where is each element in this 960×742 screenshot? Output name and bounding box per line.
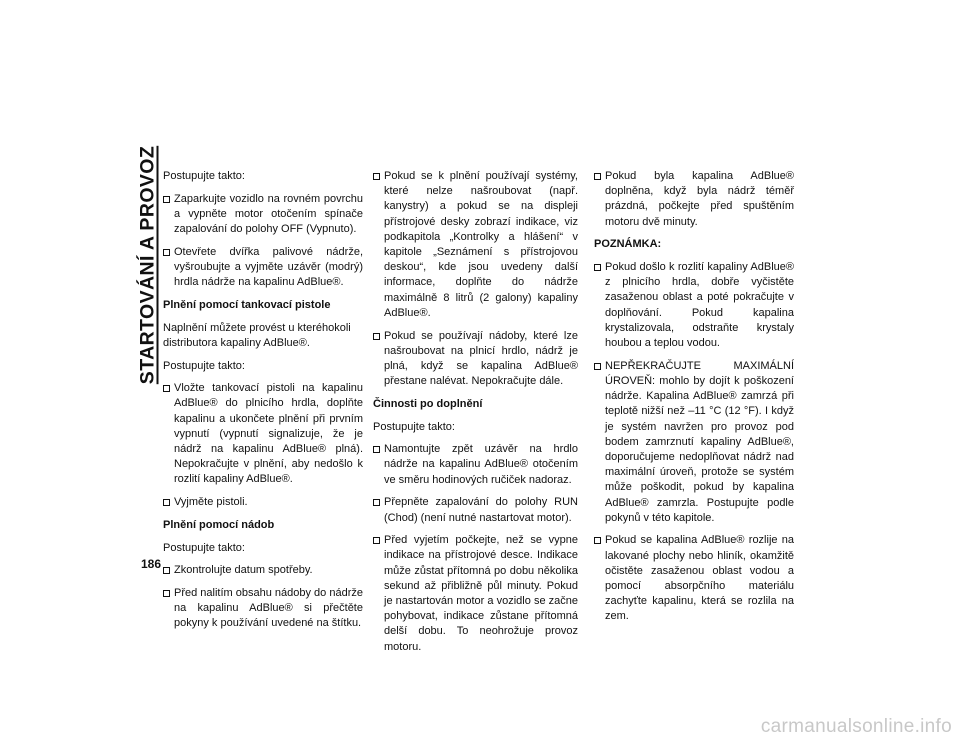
- bullet-item: [163, 245, 363, 291]
- bullet-text: Otevřete dvířka palivové nádrže, vyšroubujte a vyjměte uzávěr (modrý) hrdla nádrže na kapalinu AdBlue®.: [174, 245, 363, 289]
- chapter-side-title-text: STARTOVÁNÍ A PROVOZ: [136, 145, 159, 385]
- paragraph: Postupujte takto:: [163, 170, 245, 182]
- checkbox-bullet-icon: [163, 385, 170, 392]
- bullet-text: NEPŘEKRAČUJTE MAXIMÁLNÍ ÚROVEŇ: mohlo by dojít k poškození nádrže. Kapalina AdBlue® zamrzá při teplotě nižší než –11 °C (12 °F). I když je systém navržen pro provoz pod bodem zamrznutí kapaliny AdBlue®, doporučujeme nedoplňovat nádrž nad maximální úroveň, protože se systém může poškodit, pokud by kapalina AdBlue® zamrzla. Postupujte podle pokynů v této kapitole.: [605, 359, 794, 524]
- bullet-item: [594, 533, 794, 624]
- bullet-text: Před nalitím obsahu nádoby do nádrže na kapalinu AdBlue® si přečtěte pokyny k používání uvedené na štítku.: [174, 586, 363, 630]
- paragraph: Postupujte takto:: [373, 420, 455, 433]
- checkbox-bullet-icon: [373, 173, 380, 180]
- bullet-text: Přepněte zapalování do polohy RUN (Chod) (není nutné nastartovat motor).: [384, 496, 578, 524]
- section-heading: Plnění pomocí nádob: [163, 518, 275, 531]
- checkbox-bullet-icon: [373, 537, 380, 544]
- bullet-item: [163, 381, 363, 487]
- bullet-item: [594, 359, 794, 526]
- checkbox-bullet-icon: [594, 173, 601, 180]
- checkbox-bullet-icon: [594, 264, 601, 271]
- checkbox-bullet-icon: [163, 249, 170, 256]
- section-heading: POZNÁMKA:: [594, 238, 662, 251]
- bullet-text: Vyjměte pistoli.: [174, 496, 248, 509]
- page-number: 186: [141, 557, 162, 571]
- checkbox-bullet-icon: [373, 446, 380, 453]
- bullet-text: Před vyjetím počkejte, než se vypne indikace na přístrojové desce. Indikace může zůstat přítomná po dobu několika sekund až přibližně půl minuty. Pokud je nastartován motor a vozidlo se začne pohybovat, indikace zůstane přítomná delší dobu. To neohrožuje provoz motoru.: [384, 534, 578, 653]
- bullet-item: [163, 192, 363, 238]
- bullet-text: Pokud byla kapalina AdBlue® doplněna, když byla nádrž téměř prázdná, počkejte před spuštěním motoru dvě minuty.: [605, 170, 794, 228]
- bullet-item: [373, 495, 578, 525]
- bullet-text: Pokud došlo k rozlití kapaliny AdBlue® z plnicího hrdla, dobře vyčistěte zasaženou oblast a poté pokračujte v doplňování. Pokud kapalina krystalizovala, odstraňte krystaly houbou a teplou vodou.: [605, 261, 794, 350]
- bullet-text: Namontujte zpět uzávěr na hrdlo nádrže na kapalinu AdBlue® otočením ve směru hodinových ručiček nadoraz.: [384, 443, 578, 486]
- text-column-3: [594, 169, 794, 632]
- checkbox-bullet-icon: [163, 567, 170, 574]
- bullet-item: [594, 260, 794, 351]
- checkbox-bullet-icon: [373, 333, 380, 340]
- bullet-text: Zkontrolujte datum spotřeby.: [174, 564, 313, 577]
- bullet-item: [373, 329, 578, 390]
- bullet-item: [163, 563, 363, 578]
- bullet-item: [373, 533, 578, 655]
- bullet-item: [163, 586, 363, 632]
- checkbox-bullet-icon: [163, 499, 170, 506]
- bullet-text: Vložte tankovací pistoli na kapalinu AdBlue® do plnicího hrdla, doplňte kapalinu a ukončete plnění při prvním vypnutí (vypnutí signalizuje, že je nádrž na kapalinu AdBlue® plná). Nepokračujte v plnění, aby nedošlo k rozlití kapaliny AdBlue®.: [174, 382, 363, 486]
- bullet-text: Pokud se používají nádoby, které lze našroubovat na plnicí hrdlo, nádrž je plná, když se kapalina AdBlue® přestane nalévat. Nepokračujte dále.: [384, 329, 578, 388]
- watermark: carmanualsonline.info: [760, 716, 952, 737]
- checkbox-bullet-icon: [594, 363, 601, 370]
- checkbox-bullet-icon: [373, 499, 380, 506]
- bullet-item: [163, 495, 363, 510]
- bullet-item: [594, 169, 794, 230]
- checkbox-bullet-icon: [163, 196, 170, 203]
- text-column-2: [373, 169, 578, 662]
- chapter-side-title: [136, 145, 159, 385]
- paragraph: Naplnění můžete provést u kteréhokoli distributora kapaliny AdBlue®.: [163, 321, 351, 349]
- text-column-1: [163, 169, 363, 639]
- bullet-item: [373, 442, 578, 488]
- section-heading: Plnění pomocí tankovací pistole: [163, 298, 331, 311]
- bullet-text: Zaparkujte vozidlo na rovném povrchu a vypněte motor otočením spínače zapalování do polohy OFF (Vypnuto).: [174, 192, 363, 236]
- bullet-item: [373, 169, 578, 321]
- checkbox-bullet-icon: [163, 590, 170, 597]
- bullet-text: Pokud se kapalina AdBlue® rozlije na lakované plochy nebo hliník, okamžitě očistěte zasaženou oblast vodou a pomocí absorpčního materiálu zachyťte kapalinu, která se rozlila na zem.: [605, 534, 794, 623]
- section-heading: Činnosti po doplnění: [373, 397, 483, 410]
- bullet-text: Pokud se k plnění používají systémy, které nelze našroubovat (např. kanystry) a pokud se na displeji přístrojové desky zobrazí indikace, viz podkapitola „Kontrolky a hlášení“ v kapitole „Seznámení s přístrojovou deskou“, kde jsou uvedeny další informace, doplňte do nádrže maximálně 8 litrů (2 galony) kapaliny AdBlue®.: [384, 170, 578, 319]
- paragraph: Postupujte takto:: [163, 359, 245, 372]
- checkbox-bullet-icon: [594, 537, 601, 544]
- paragraph: Postupujte takto:: [163, 541, 245, 554]
